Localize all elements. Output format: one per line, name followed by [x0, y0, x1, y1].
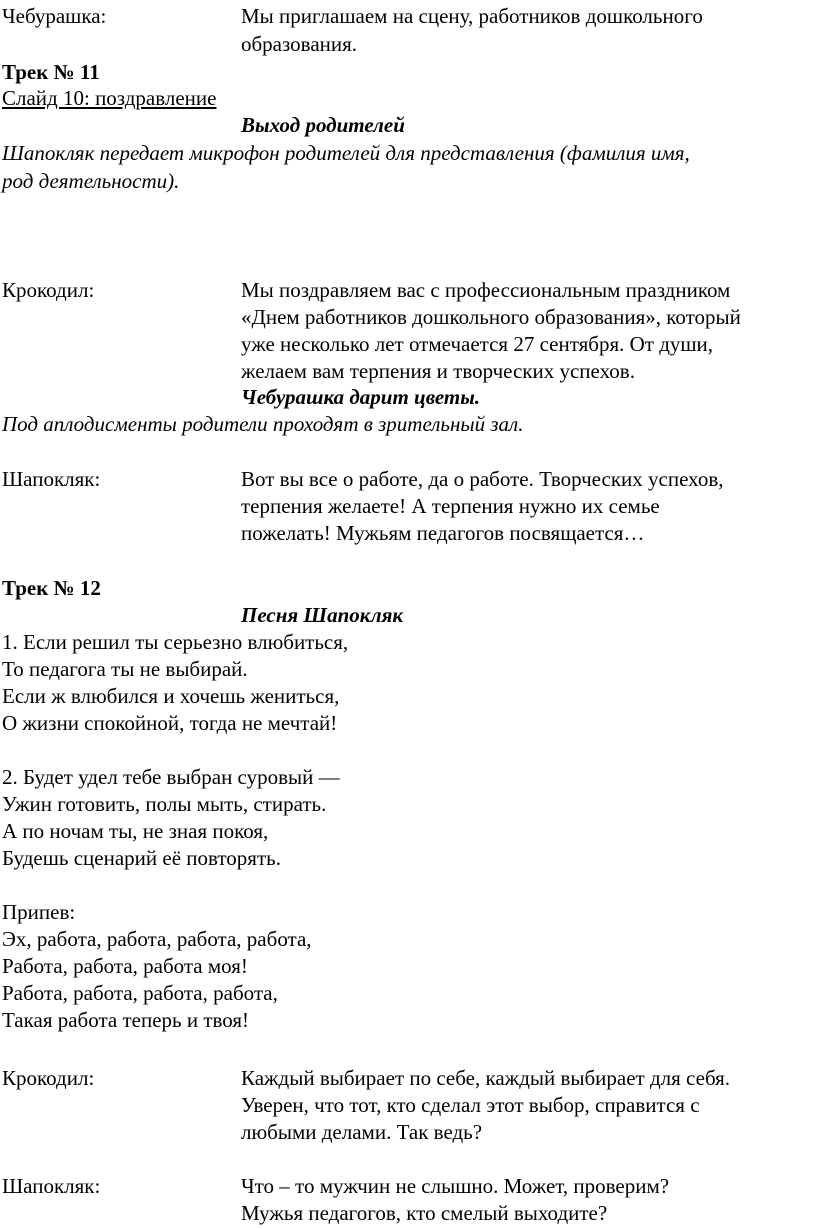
track-title: Трек № 12 [2, 576, 101, 600]
action-line: Чебурашка дарит цветы. [241, 385, 481, 409]
speaker-krokodil: Крокодил: [2, 278, 95, 302]
dialogue-line: Мы приглашаем на сцену, работников дошкольного [241, 4, 703, 28]
song-line: А по ночам ты, не зная покоя, [2, 819, 269, 843]
stage-direction: род деятельности). [2, 169, 180, 193]
dialogue-line: Мы поздравляем вас с профессиональным праздником [241, 278, 731, 302]
speaker-krokodil: Крокодил: [2, 1066, 95, 1090]
dialogue-line: пожелать! Мужьям педагогов посвящается… [241, 521, 645, 545]
dialogue-line: желаем вам терпения и творческих успехов. [241, 359, 635, 383]
song-line: Ужин готовить, полы мыть, стирать. [2, 792, 327, 816]
chorus-label: Припев: [2, 900, 76, 924]
dialogue-line: Каждый выбирает по себе, каждый выбирает для себя. [241, 1066, 731, 1090]
song-line: Работа, работа, работа, работа, [2, 981, 278, 1005]
song-line: Работа, работа, работа моя! [2, 954, 248, 978]
speaker-shapoklyak: Шапокляк: [2, 1174, 101, 1198]
song-line: Будешь сценарий её повторять. [2, 846, 281, 870]
dialogue-line: Уверен, что тот, кто сделал этот выбор, справится с [241, 1093, 700, 1117]
slide-label: Слайд 10: поздравление [2, 86, 217, 110]
stage-direction: Шапокляк передает микрофон родителей для представления (фамилия имя, [2, 141, 690, 165]
dialogue-line: терпения желаете! А терпения нужно их семье [241, 494, 660, 518]
song-line: 2. Будет удел тебе выбран суровый — [2, 765, 340, 789]
stage-direction: Под аплодисменты родители проходят в зрительный зал. [2, 412, 524, 436]
dialogue-line: Что – то мужчин не слышно. Может, проверим? [241, 1174, 670, 1198]
dialogue-line: любыми делами. Так ведь? [241, 1120, 483, 1144]
song-line: Такая работа теперь и твоя! [2, 1008, 250, 1032]
song-title: Песня Шапокляк [241, 603, 404, 627]
dialogue-line: «Днем работников дошкольного образования», который [241, 305, 741, 329]
section-heading: Выход родителей [241, 113, 405, 137]
speaker-shapoklyak: Шапокляк: [2, 467, 101, 491]
dialogue-line: уже несколько лет отмечается 27 сентября. От души, [241, 332, 714, 356]
track-title: Трек № 11 [2, 60, 100, 84]
dialogue-line: Вот вы все о работе, да о работе. Творческих успехов, [241, 467, 724, 491]
song-line: 1. Если решил ты серьезно влюбиться, [2, 630, 349, 654]
dialogue-line: Мужья педагогов, кто смелый выходите? [241, 1201, 608, 1225]
song-line: То педагога ты не выбирай. [2, 657, 248, 681]
speaker-cheburashka: Чебурашка: [2, 4, 107, 28]
song-line: Эх, работа, работа, работа, работа, [2, 927, 312, 951]
song-line: Если ж влюбился и хочешь жениться, [2, 684, 340, 708]
dialogue-line: образования. [241, 32, 358, 56]
song-line: О жизни спокойной, тогда не мечтай! [2, 711, 338, 735]
